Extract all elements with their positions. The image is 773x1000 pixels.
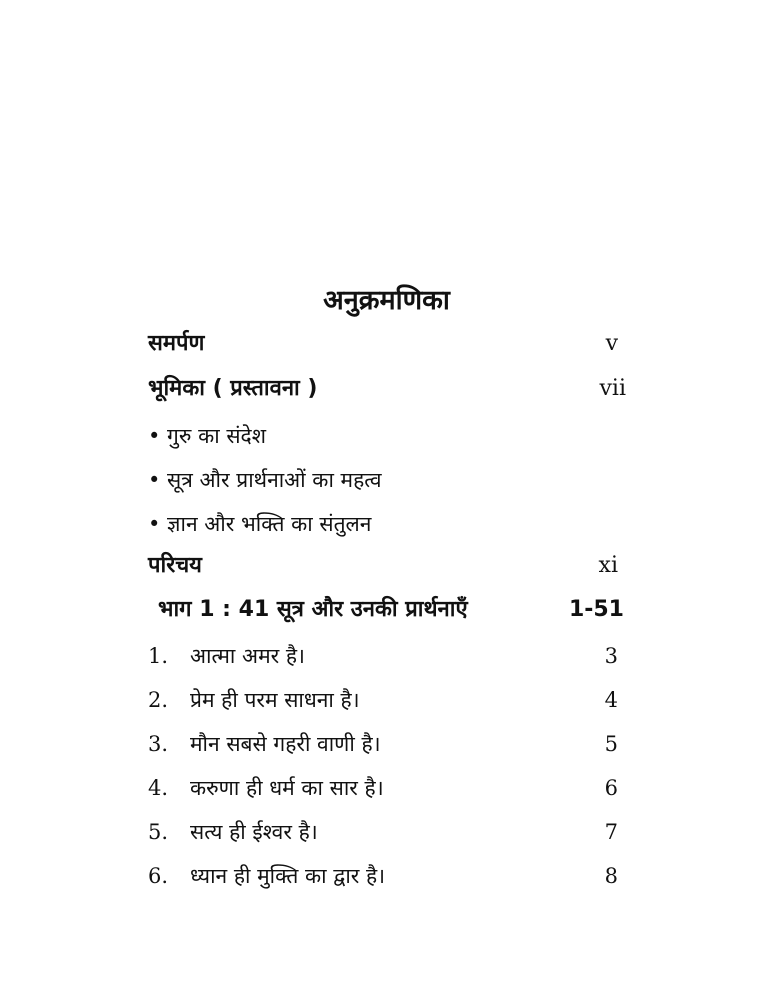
toc-item-title: प्रेम ही परम साधना है। [190,688,360,712]
toc-subentry-label: • ज्ञान और भक्ति का संतुलन [148,512,372,536]
toc-item [148,638,618,674]
toc-item-page: 3 [604,644,618,668]
toc-entry-label: समर्पण [148,331,205,356]
toc-item-number: 4. [148,776,169,800]
toc-item-number: 6. [148,864,169,888]
toc-item [148,770,618,806]
toc-subentry [148,418,608,454]
toc-item-page: 7 [604,820,618,844]
toc-item-title: आत्मा अमर है। [190,644,306,668]
toc-entry-dedication [148,326,618,362]
toc-item-number: 3. [148,732,169,756]
toc-item-number: 2. [148,688,169,712]
toc-entry-page: xi [598,553,618,578]
toc-item [148,858,618,894]
toc-part-pages: 1-51 [568,597,624,622]
toc-part-heading [158,592,624,628]
toc-item-title: सत्य ही ईश्वर है। [190,820,318,844]
toc-subentry-label: • सूत्र और प्रार्थनाओं का महत्व [148,468,382,492]
toc-item-page: 4 [604,688,618,712]
toc-entry-label: परिचय [148,553,202,578]
toc-item-number: 5. [148,820,169,844]
toc-item-title: ध्यान ही मुक्ति का द्वार है। [190,864,386,888]
toc-entry-label: भूमिका ( प्रस्तावना ) [148,376,318,401]
toc-item-page: 5 [604,732,618,756]
toc-subentry-label: • गुरु का संदेश [148,424,266,448]
toc-item [148,682,618,718]
toc-item-title: करुणा ही धर्म का सार है। [190,776,384,800]
toc-item-title: मौन सबसे गहरी वाणी है। [190,732,381,756]
toc-item-number: 1. [148,644,169,668]
toc-subentry [148,506,608,542]
toc-subentry [148,462,608,498]
toc-entry-page: v [605,331,618,356]
toc-item [148,814,618,850]
toc-entry-page: vii [599,376,626,401]
toc-item [148,726,618,762]
toc-entry-preface [148,371,626,407]
toc-item-page: 8 [604,864,618,888]
toc-part-label: भाग 1 : 41 सूत्र और उनकी प्रार्थनाएँ [158,597,468,622]
toc-item-page: 6 [604,776,618,800]
toc-title: अनुक्रमणिका [323,285,450,316]
toc-entry-introduction [148,548,618,584]
